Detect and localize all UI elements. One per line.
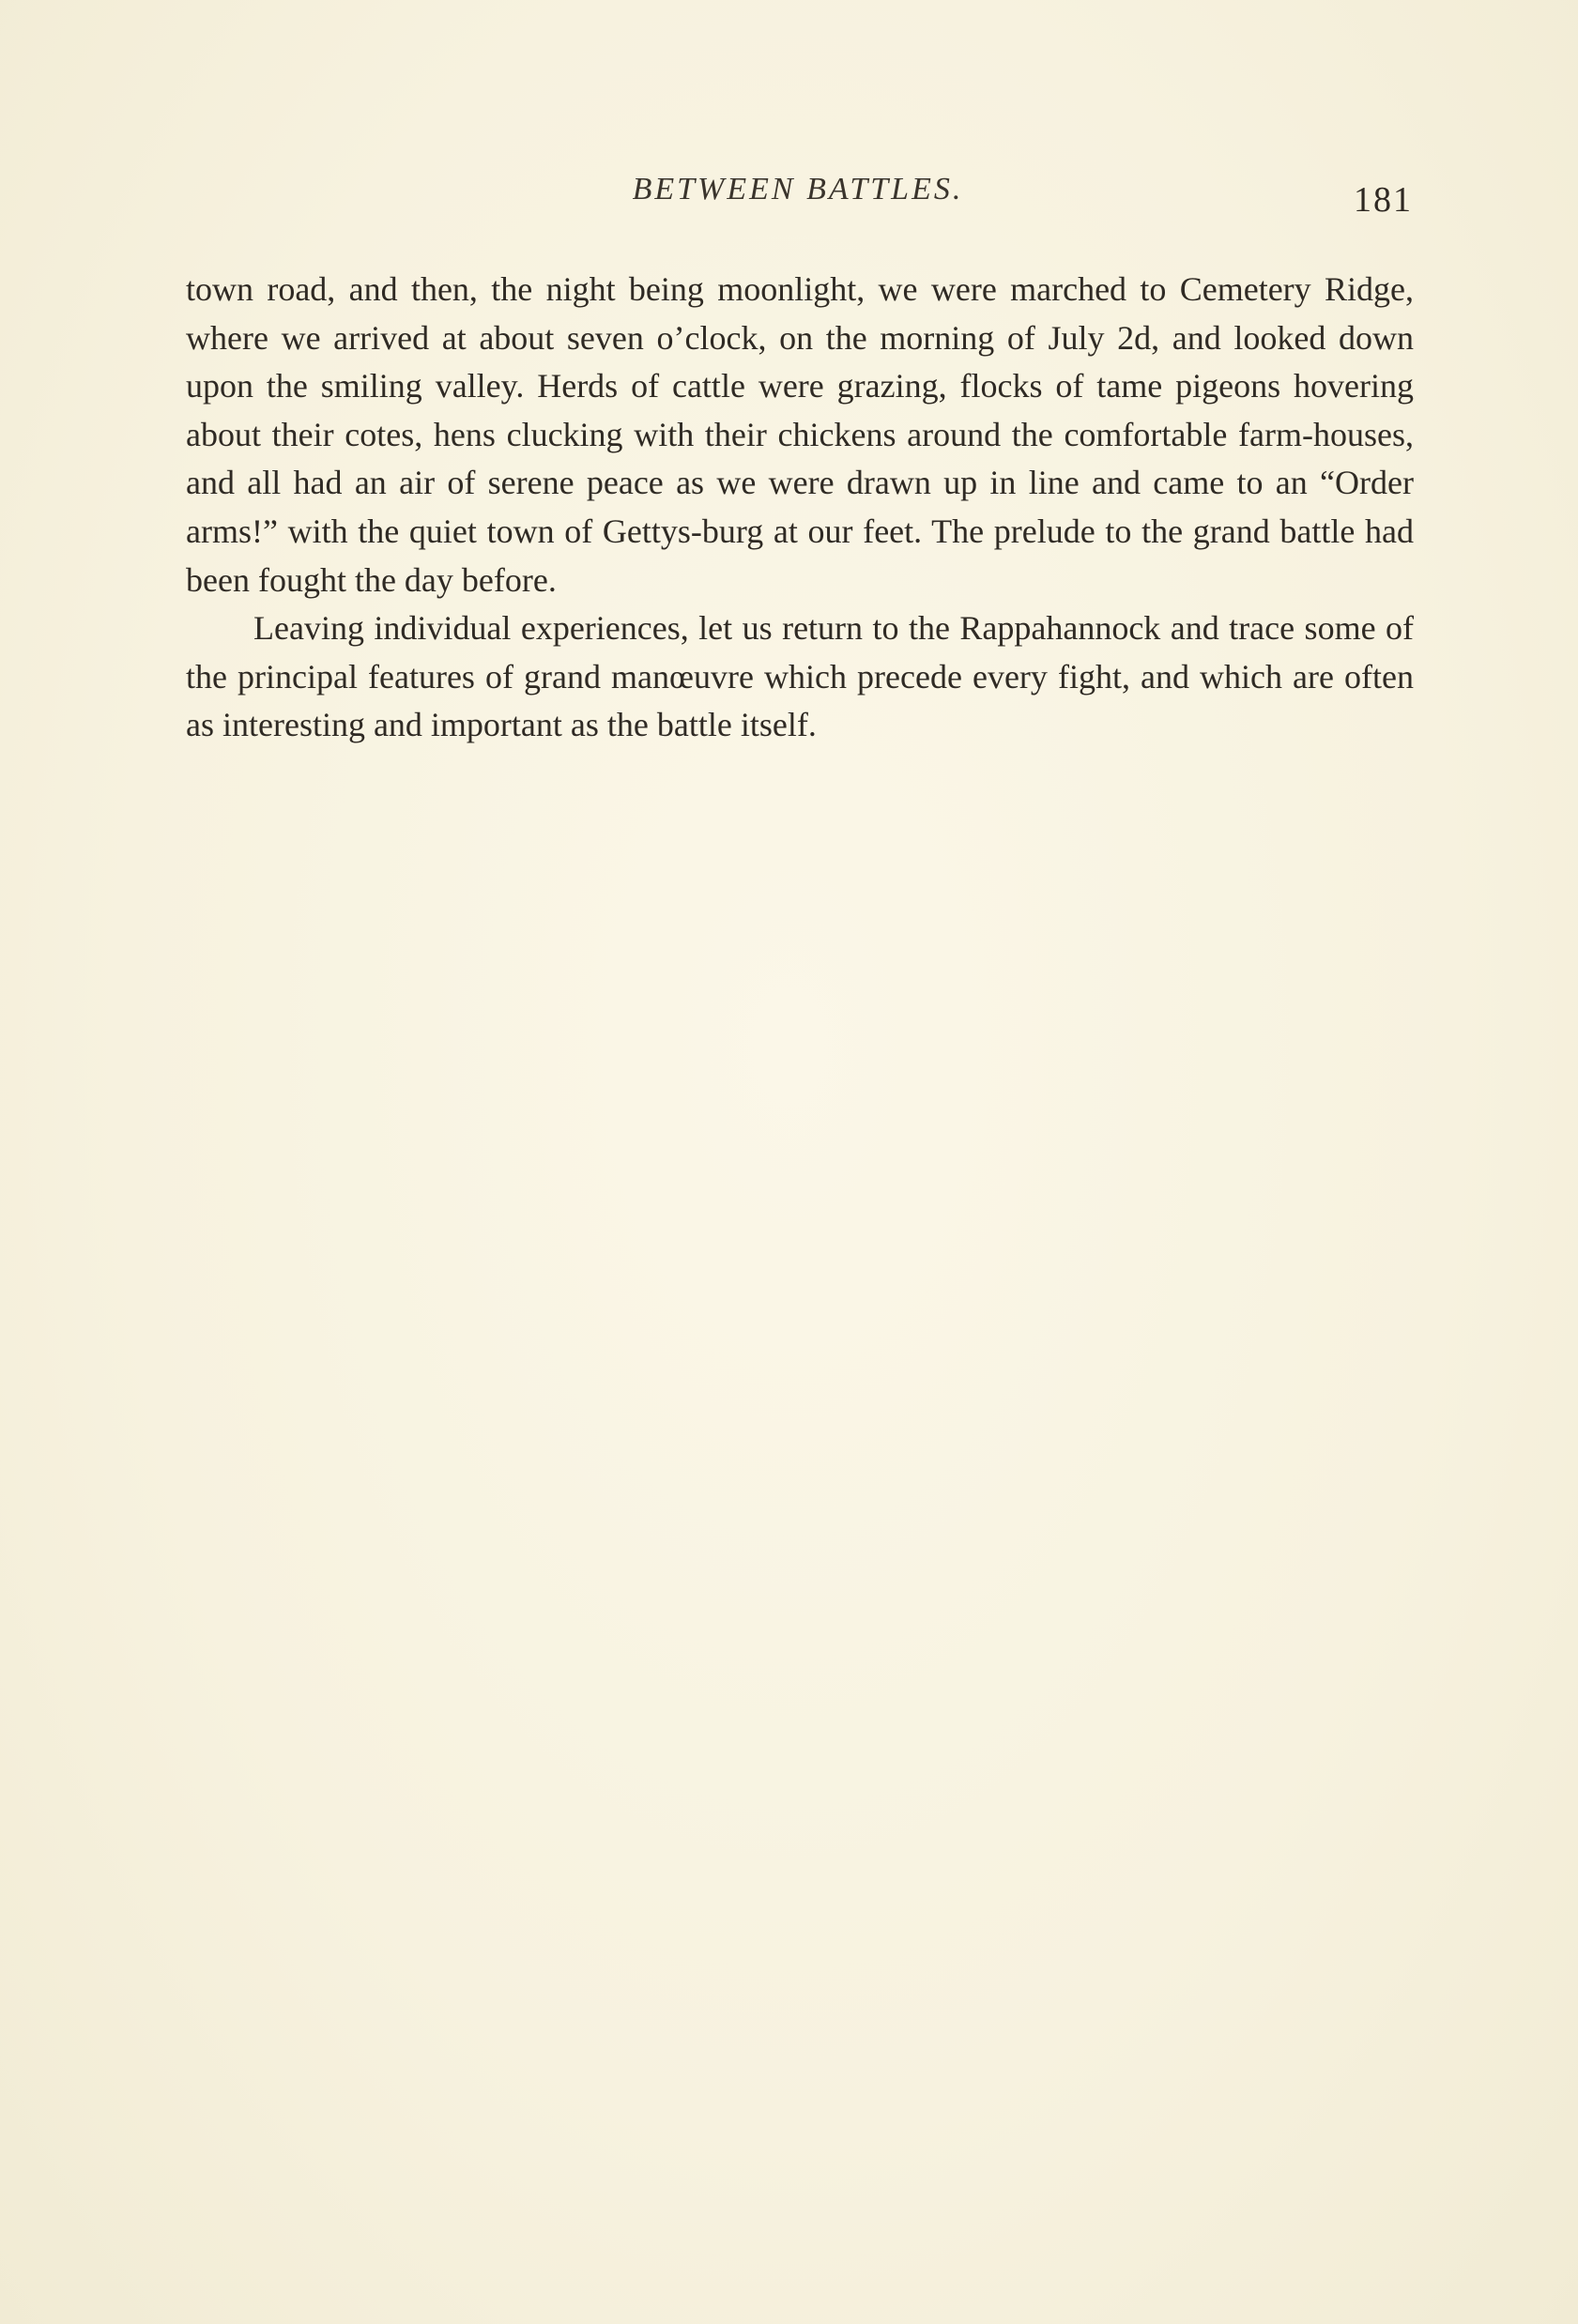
- body-text: [186, 266, 1414, 750]
- paragraph-continued: town road, and then, the night being moonlight, we were marched to Cemetery Ridge, where we arrived at about seven o’clock, on the morning of July 2d, and looked down upon the smiling valley. Herds of cattle were grazing, flocks of tame pigeons hovering about their cotes, hens clucking with their chickens around the comfortable farm-houses, and all had an air of serene peace as we were drawn up in line and came to an “Order arms!” with the quiet town of Gettys-burg at our feet. The prelude to the grand battle had been fought the day before.: [186, 270, 1414, 599]
- paragraph: Leaving individual experiences, let us return to the Rappahannock and trace some of the principal features of grand manœuvre which precede every fight, and which are often as interesting and important as the battle itself.: [186, 609, 1414, 744]
- page-number: 181: [1354, 180, 1413, 220]
- running-title: BETWEEN BATTLES.: [632, 172, 964, 206]
- running-head: [183, 172, 1413, 228]
